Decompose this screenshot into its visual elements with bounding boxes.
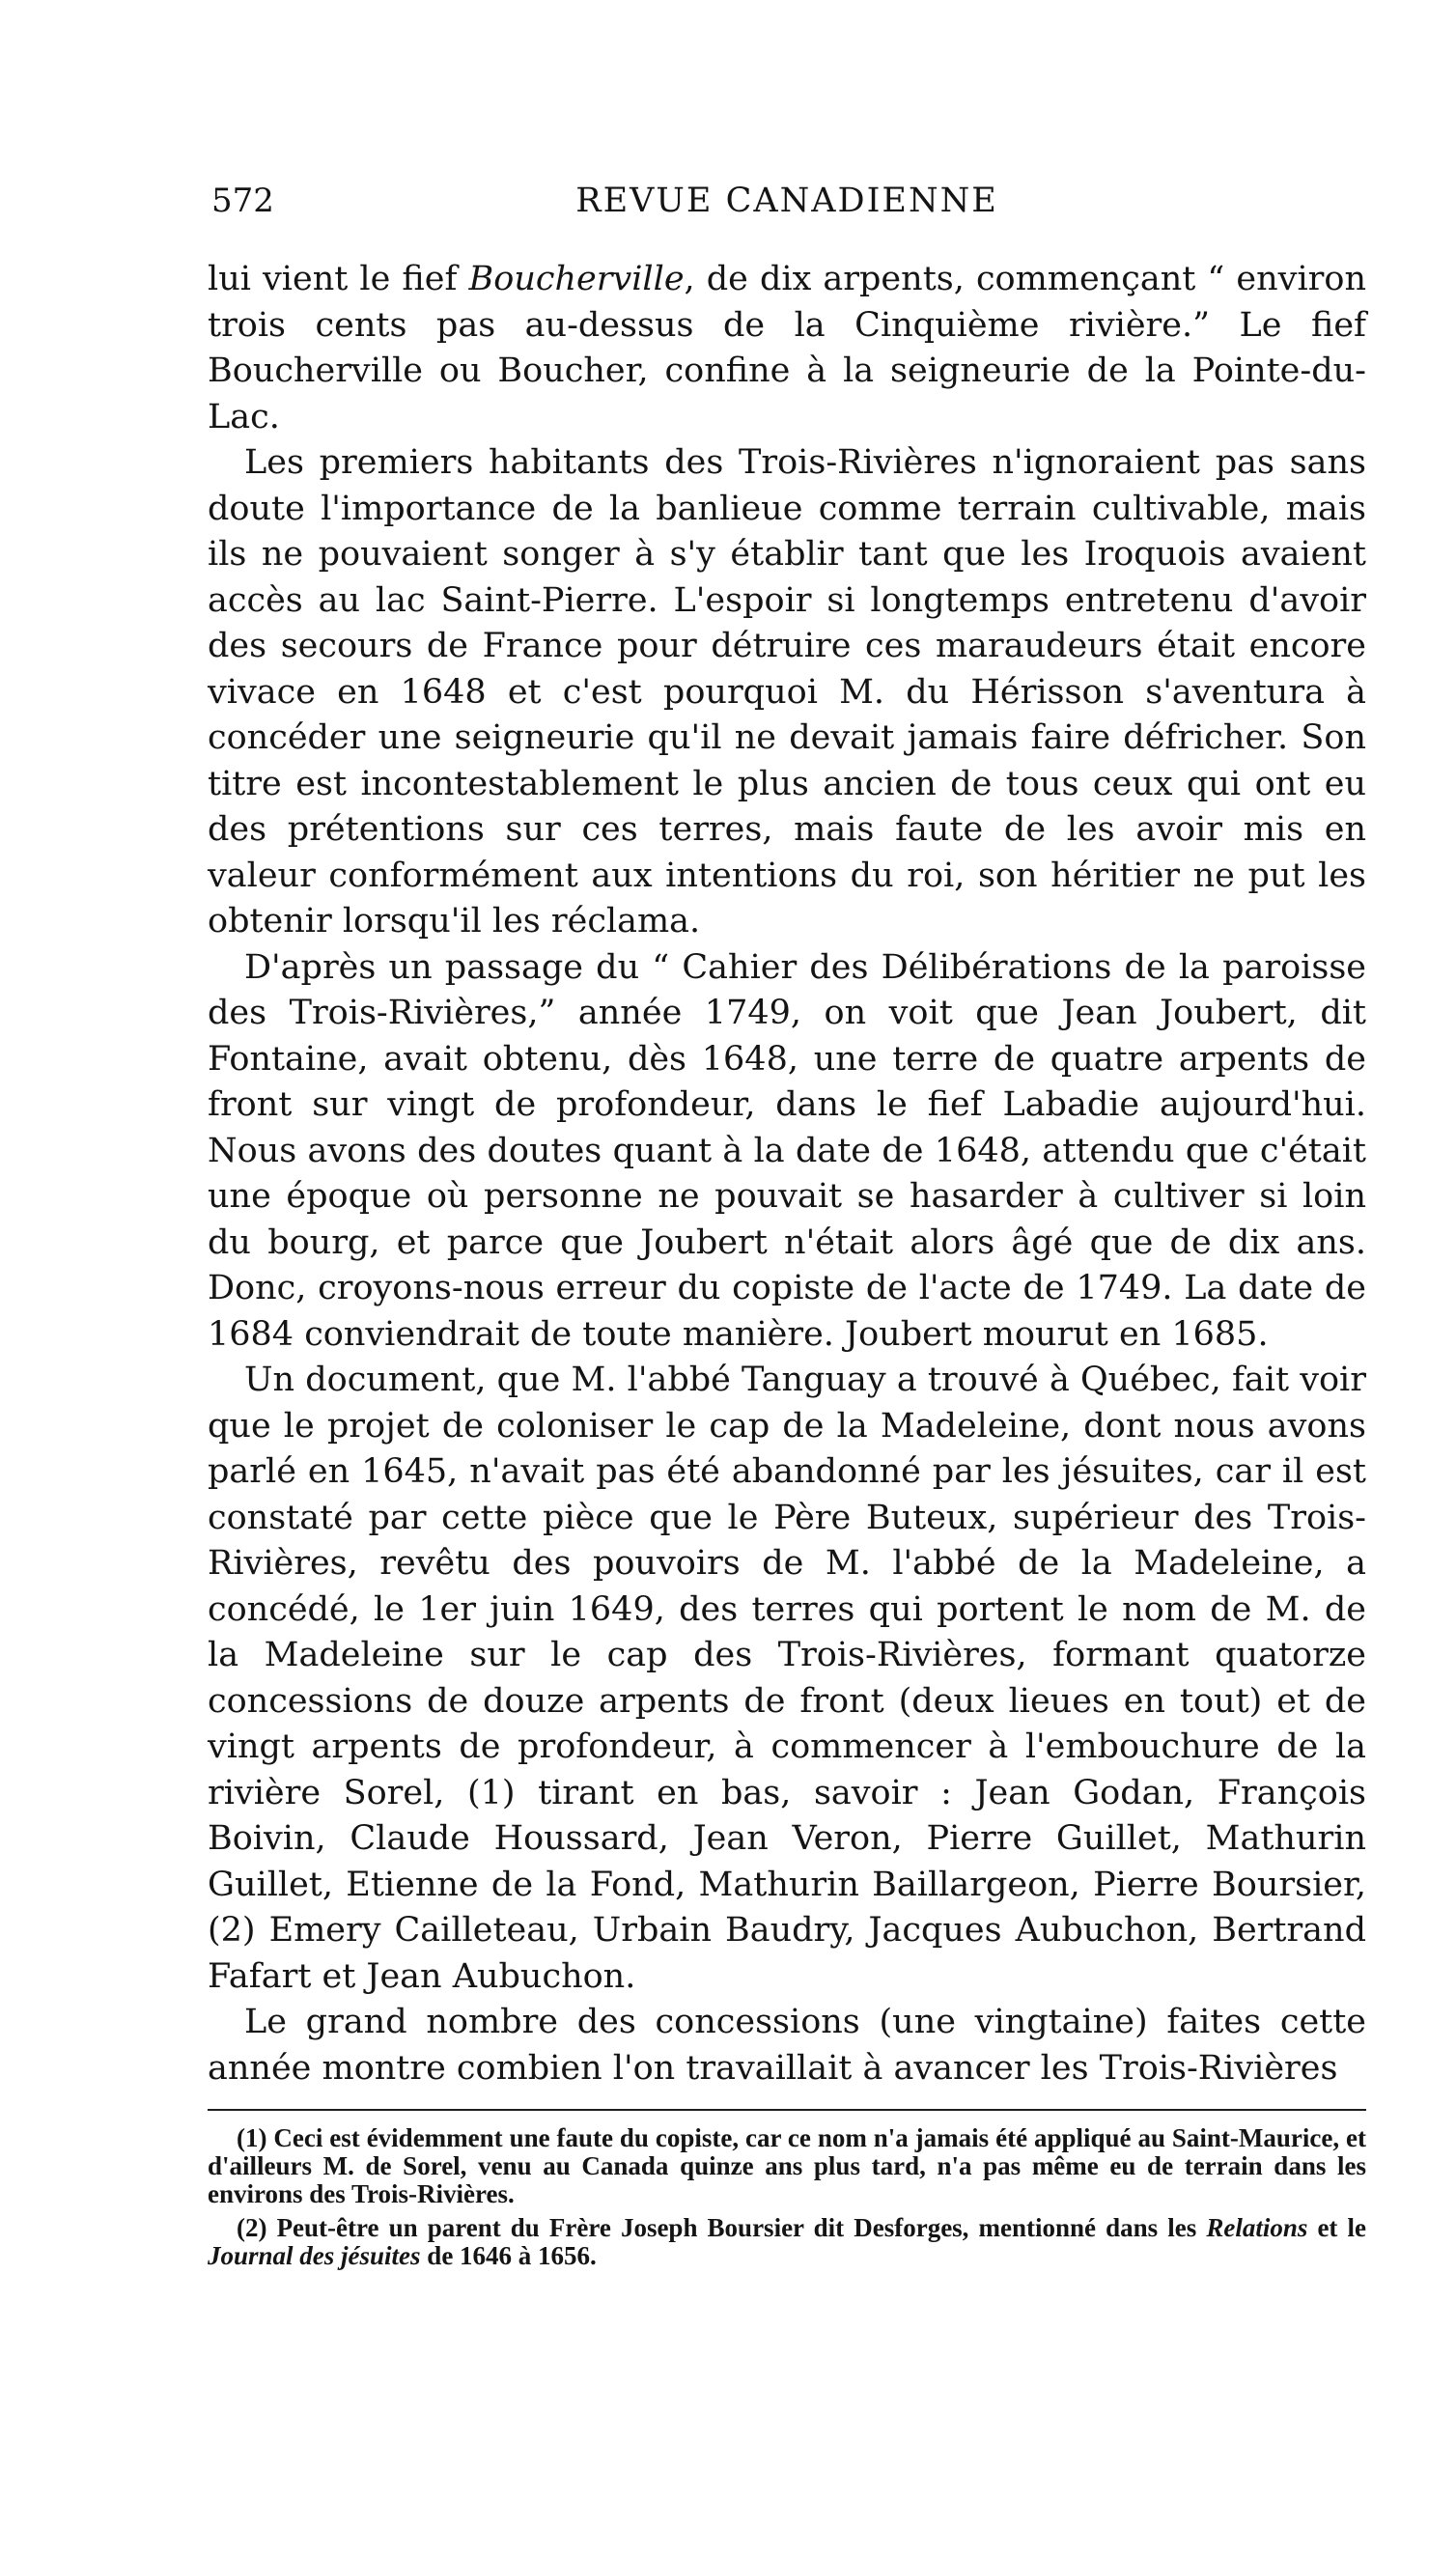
footnotes [208, 2124, 1366, 2270]
italic-text: Boucherville [468, 260, 685, 298]
italic-text: Relations [1206, 2213, 1308, 2242]
paragraph-2 [208, 440, 1366, 945]
page-number: 572 [211, 182, 274, 220]
paragraph-text: , de dix arpents, commençant “ environ trois cents pas au-dessus de la Cinquième rivière.” Le fief Boucherville ou Boucher, confine à la seigneurie de la Pointe-du-Lac. [208, 260, 1366, 436]
footnote-1 [208, 2124, 1366, 2208]
running-head [208, 182, 1366, 239]
paragraph-3 [208, 945, 1366, 1359]
paragraph-text: Un document, que M. l'abbé Tanguay a trouvé à Québec, fait voir que le projet de coloniser le cap de la Madeleine, dont nous avons parlé en 1645, n'avait pas été abandonné par les jésuites, car il est constaté par cette pièce que le Père Buteux, supérieur des Trois-Rivières, revêtu des pouvoirs de M. l'abbé de la Madeleine, a concédé, le 1er juin 1649, des terres qui portent le nom de M. de la Madeleine sur le cap des Trois-Rivières, formant quatorze concessions de douze arpents de front (deux lieues en tout) et de vingt arpents de profondeur, à commencer à l'embouchure de la rivière Sorel, (1) tirant en bas, savoir : Jean Godan, François Boivin, Claude Houssard, Jean Veron, Pierre Guillet, Mathurin Guillet, Etienne de la Fond, Mathurin Baillargeon, Pierre Boursier, (2) Emery Cailleteau, Urbain Baudry, Jacques Aubuchon, Bertrand Fafart et Jean Aubuchon. [208, 1361, 1366, 1996]
footnote-2 [208, 2214, 1366, 2270]
footnote-text: (2) Peut-être un parent du Frère Joseph Boursier dit Desforges, mentionné dans les [237, 2213, 1207, 2242]
journal-title: REVUE CANADIENNE [575, 182, 998, 220]
paragraph-5 [208, 2000, 1366, 2092]
footnote-rule [208, 2109, 1366, 2111]
paragraph-text: D'après un passage du “ Cahier des Délibérations de la paroisse des Trois-Rivières,” année 1749, on voit que Jean Joubert, dit Fontaine, avait obtenu, dès 1648, une terre de quatre arpents de front sur vingt de profondeur, dans le fief Labadie aujourd'hui. Nous avons des doutes quant à la date de 1648, attendu que c'était une époque où personne ne pouvait se hasarder à cultiver si loin du bourg, et parce que Joubert n'était alors âgé que de dix ans. Donc, croyons-nous erreur du copiste de l'acte de 1749. La date de 1684 conviendrait de toute manière. Joubert mourut en 1685. [208, 947, 1366, 1354]
book-page [208, 182, 1366, 2276]
paragraph-text: Les premiers habitants des Trois-Rivières n'ignoraient pas sans doute l'importance de la banlieue comme terrain cultivable, mais ils ne pouvaient songer à s'y établir tant que les Iroquois avaient accès au lac Saint-Pierre. L'espoir si longtemps entretenu d'avoir des secours de France pour détruire ces maraudeurs était encore vivace en 1648 et c'est pourquoi M. du Hérisson s'aventura à concéder une seigneurie qu'il ne devait jamais faire défricher. Son titre est incontestablement le plus ancien de tous ceux qui ont eu des prétentions sur ces terres, mais faute de les avoir mis en valeur conformément aux intentions du roi, son héritier ne put les obtenir lorsqu'il les réclama. [208, 443, 1366, 941]
paragraph-text: Le grand nombre des concessions (une vingtaine) faites cette année montre combien l'on travaillait à avancer les Trois-Rivières [208, 2003, 1366, 2088]
footnote-text: (1) Ceci est évidemment une faute du copiste, car ce nom n'a jamais été appliqué au Saint-Maurice, et d'ailleurs M. de Sorel, venu au Canada quinze ans plus tard, n'a pas même eu de terrain dans les environs des Trois-Rivières. [208, 2123, 1366, 2208]
paragraph-text: lui vient le fief [208, 260, 469, 298]
italic-text: Journal des jésuites [208, 2241, 421, 2270]
footnote-text: et le [1307, 2213, 1366, 2242]
paragraph-1 [208, 257, 1366, 440]
body-text [208, 257, 1366, 2092]
footnote-text: de 1646 à 1656. [420, 2241, 597, 2270]
paragraph-4 [208, 1358, 1366, 2000]
